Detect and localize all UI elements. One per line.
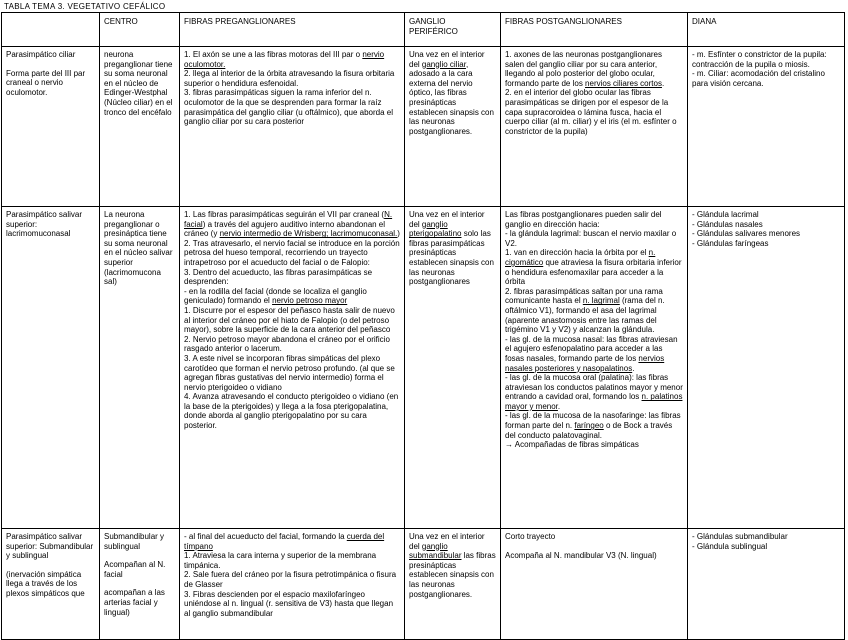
row-name: Parasimpático ciliar Forma parte del III par craneal o nervio oculomotor.: [2, 47, 100, 207]
row-name: Parasimpático salivar superior: Submandibular y sublingual (inervación simpática llega a través de los plexos simpáticos que: [2, 529, 100, 640]
row-ganglio: Una vez en el interior del ganglio ciliar, adosado a la cara externa del nervio óptico, las fibras presinápticas establecen sinapsis con las neuronas postganglionares.: [405, 47, 501, 207]
row-centro: Submandibular y sublingual Acompañan al N. facial acompañan a las arterias facial y lingual): [100, 529, 180, 640]
header-centro: CENTRO: [100, 13, 180, 47]
row-name: Parasimpático salivar superior: lacrimomuconasal: [2, 207, 100, 529]
table-title: TABLA TEMA 3. VEGETATIVO CEFÁLICO: [4, 2, 166, 11]
row-pre: 1. Las fibras parasimpáticas seguirán el VII par craneal (N. facial) a través del agujero auditivo interno abandonan el cráneo (y nervio intermedio de Wrisberg; lacrimomuconasal.) 2. Tras atravesarlo, el nervio facial se introduce en la porción petrosa del hueso temporal, recorriendo un trayecto intrapetroso por el acueducto del facial o de Falopio: 3. Dentro del acueducto, las fibras parasimpáticas se desprenden: - en la rodilla del facial (donde se localiza el ganglio geniculado) formando el nervio petroso mayor 1. Discurre por el espesor del peñasco hasta salir de nuevo al interior del cráneo por el hiato de Falopio (o del petroso mayor), sobre la superficie de la cara anterior del peñasco 2. Nervio petroso mayor abandona el cráneo por el orificio rasgado anterior o lacerum. 3. A este nivel se incorporan fibras simpáticas del plexo carotídeo que forman el nervio petroso profundo. (al que se agregan fibras gustativas del nervio intermedio) forma el nervio pterigoideo o vidiano 4. Avanza atravesando el conducto pterigoideo o vidiano (en la base de la pterigoides) y llega a la fosa pterigopalatina, donde aborda al ganglio pterigopalatino por su cara posterior.: [180, 207, 405, 529]
header-post: FIBRAS POSTGANGLIONARES: [501, 13, 688, 47]
vegetativo-table: [1, 12, 845, 640]
row-diana: - Glándula lacrimal - Glándulas nasales - Glándulas salivares menores - Glándulas faríngeas: [688, 207, 845, 529]
header-ganglio: GANGLIO PERIFÉRICO: [405, 13, 501, 47]
row-centro: neurona preganglionar tiene su soma neuronal en el núcleo de Edinger-Westphal (Núcleo ciliar) en el tronco del encéfalo: [100, 47, 180, 207]
row-diana: - m. Esfínter o constrictor de la pupila: contracción de la pupila o miosis. - m. Ciliar: acomodación del cristalino para visión cercana.: [688, 47, 845, 207]
header-row: [2, 13, 845, 47]
row-ganglio: Una vez en el interior del ganglio pterigopalatino solo las fibras parasimpáticas presinápticas establecen sinapsis con las neuronas postganglionares: [405, 207, 501, 529]
row-post: Corto trayecto Acompaña al N. mandibular V3 (N. lingual): [501, 529, 688, 640]
row-centro: La neurona preganglionar o presináptica tiene su soma neuronal en el núcleo salivar superior (lacrimomucona sal): [100, 207, 180, 529]
header-diana: DIANA: [688, 13, 845, 47]
table-row: [2, 207, 845, 529]
row-post: 1. axones de las neuronas postganglionares salen del ganglio ciliar por su cara anterior, llegando al polo posterior del globo ocular, formando parte de los nervios ciliares cortos. 2. en el interior del globo ocular las fibras parasimpáticas se dirigen por el espesor de la capa supracoroidea o lámina fusca, hacia el cuerpo ciliar (al m. ciliar) y el iris (el m. esfínter o constrictor de la pupila): [501, 47, 688, 207]
row-pre: - al final del acueducto del facial, formando la cuerda del tímpano 1. Atraviesa la cara interna y superior de la membrana timpánica. 2. Sale fuera del cráneo por la fisura petrotimpánica o fisura de Glasser 3. Fibras descienden por el espacio maxilofaríngeo uniéndose al n. lingual (r. sensitiva de V3) hasta que llegan al ganglio submandibular: [180, 529, 405, 640]
row-post: Las fibras postganglionares pueden salir del ganglio en dirección hacia: - la glándula lagrimal: buscan el nervio maxilar o V2. 1. van en dirección hacia la órbita por el n. cigomático que atraviesa la fisura orbitaria inferior o hendidura esfenomaxilar para acceder a la órbita 2. fibras parasimpáticas saltan por una rama comunicante hasta el n. lagrimal (rama del n. oftálmico V1), formando el asa del lagrimal (aparente anastomosis entre las ramas del trigémino V1 y V2) y alcanzan la glándula. - las gl. de la mucosa nasal: las fibras atraviesan el agujero esfenopalatino para acceder a las fosas nasales, formando parte de los nervios nasales posteriores y nasopalatinos. - las gl. de la mucosa oral (palatina): las fibras atraviesan los conductos palatinos mayor y menor entrando a cavidad oral, formando los n. palatinos mayor y menor. - las gl. de la mucosa de la nasofaringe: las fibras forman parte del n. faríngeo o de Bock a través del conducto palatovaginal. → Acompañadas de fibras simpáticas: [501, 207, 688, 529]
header-empty: [2, 13, 100, 47]
row-ganglio: Una vez en el interior del ganglio submandibular las fibras presinápticas establecen sinapsis con las neuronas postganglionares.: [405, 529, 501, 640]
table-row: [2, 47, 845, 207]
header-pre: FIBRAS PREGANGLIONARES: [180, 13, 405, 47]
row-diana: - Glándulas submandibular - Glándula sublingual: [688, 529, 845, 640]
table-row: [2, 529, 845, 640]
row-pre: 1. El axón se une a las fibras motoras del III par o nervio oculomotor. 2. llega al interior de la órbita atravesando la fisura orbitaria superior o hendidura esfenoidal. 3. fibras parasimpáticas siguen la rama inferior del n. oculomotor de la que se desprenden para formar la raíz parasimpática del ganglio ciliar (u oftálmico), que aborda el ganglio ciliar por su cara posterior: [180, 47, 405, 207]
